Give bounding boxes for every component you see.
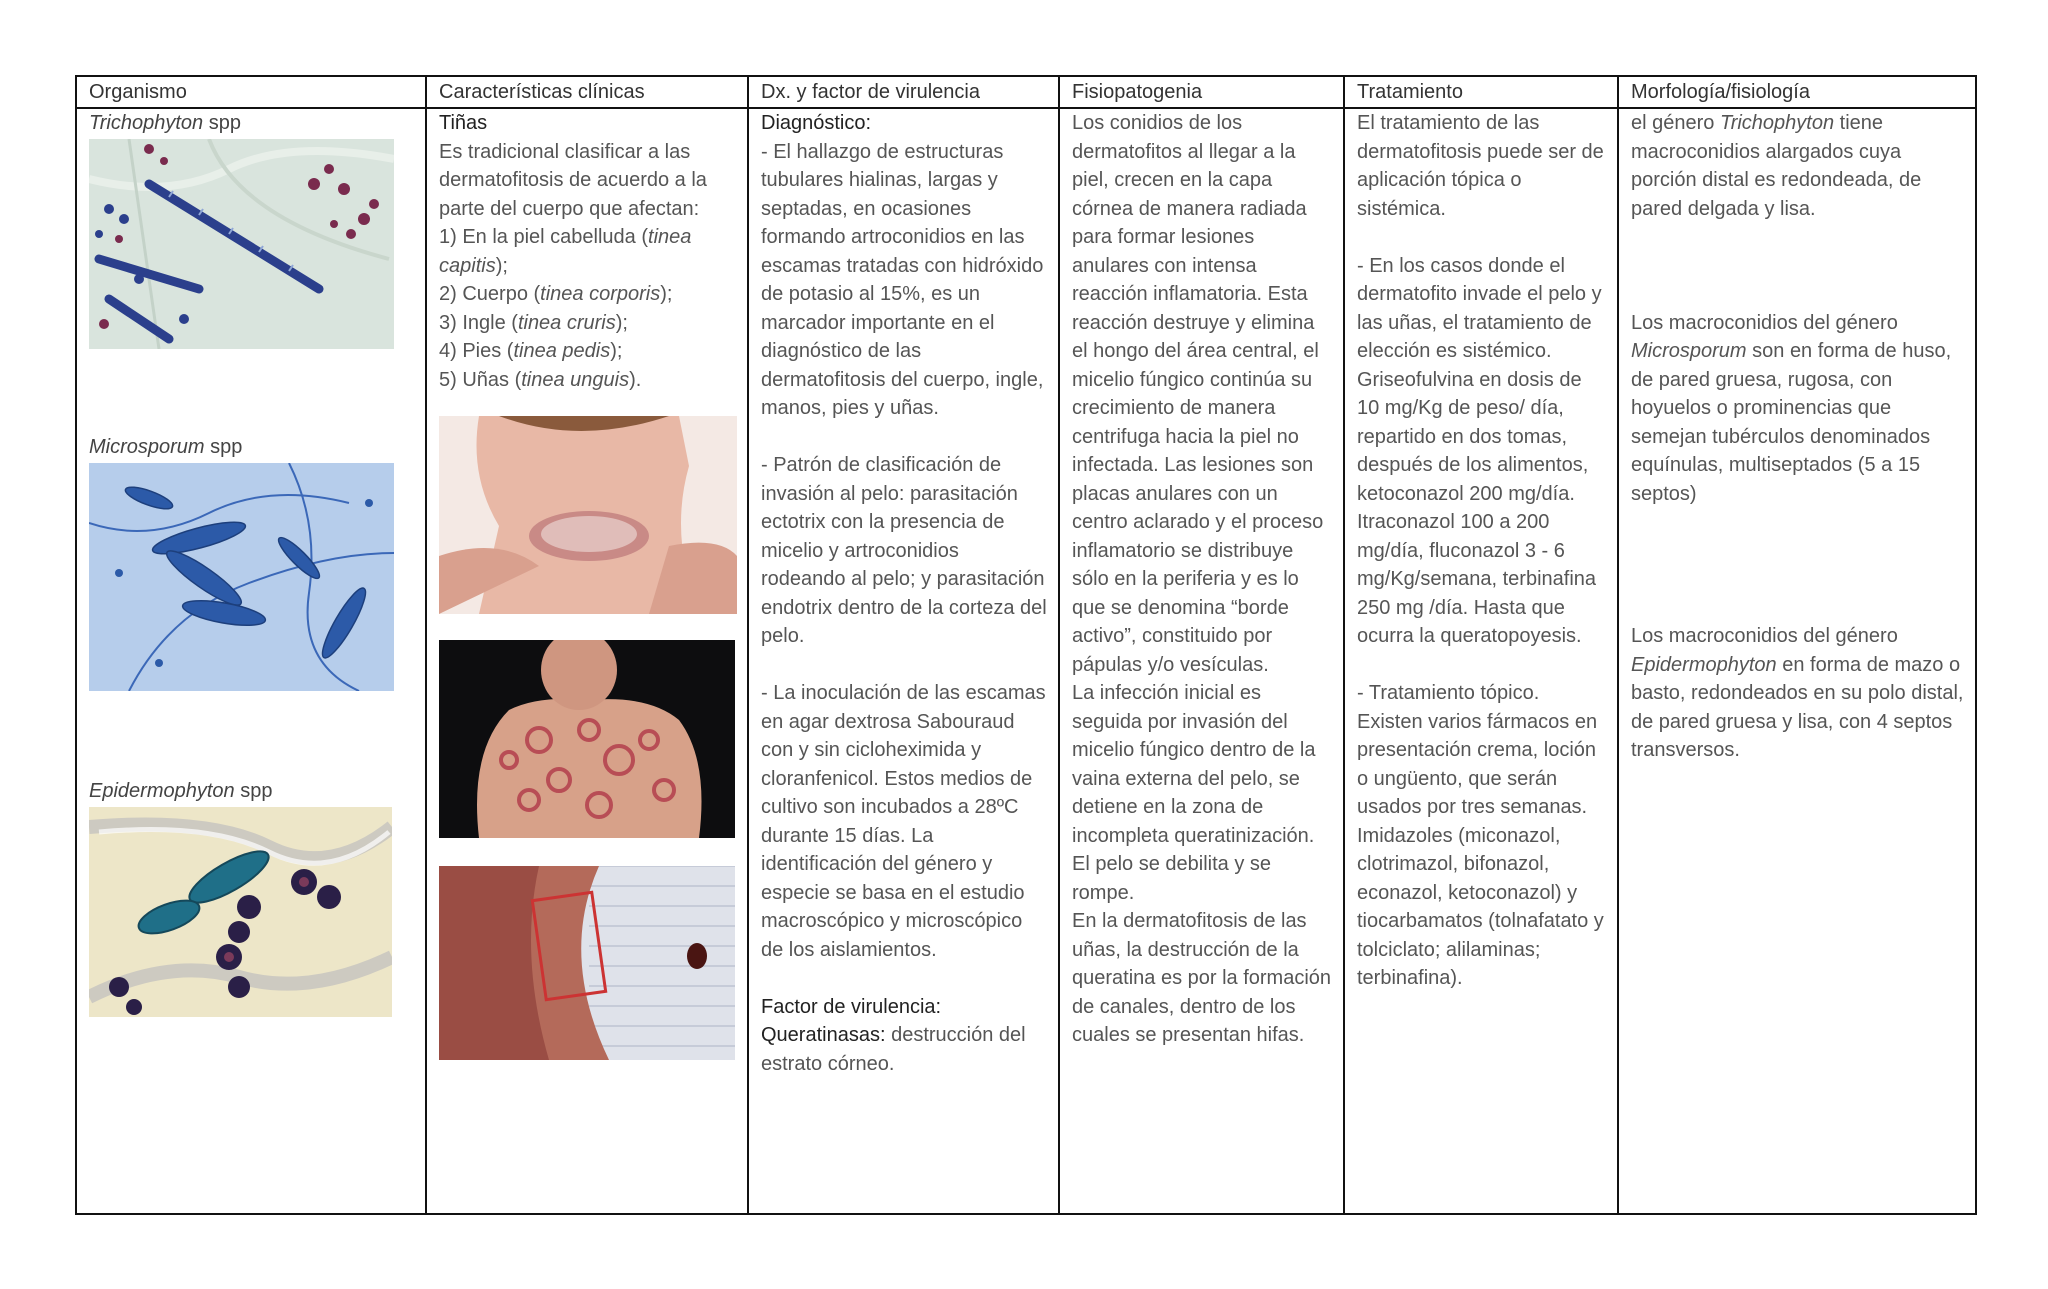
organism-label-trichophyton: Trichophyton spp	[89, 112, 241, 134]
microsporum-micrograph	[89, 463, 394, 691]
dx-paragraph: - El hallazgo de estructuras tubulares hialinas, largas y septadas, en ocasiones formando artroconidios en las escamas tratadas con hidróxido de potasio al 15%, es un marcador importante en el diagnóstico de las dermatofitosis del cuerpo, ingle, manos, pies y uñas.	[761, 140, 1044, 419]
skin-lesion-photo	[439, 866, 735, 1060]
treatment-paragraph: - Tratamiento tópico. Existen varios fármacos en presentación crema, loción o ungüento, que serán usados por tres semanas. Imidazoles (miconazol, clotrimazol, bifonazol, econazol, ketoconazol) y tiocarbamatos (tolnafatato y tolciclato; alilaminas; terbinafina).	[1357, 682, 1604, 989]
epidermophyton-micrograph	[89, 807, 392, 1017]
clinical-item: 4) Pies (tinea pedis);	[439, 340, 623, 362]
dx-paragraph: - La inoculación de las escamas en agar dextrosa Sabouraud con y sin cicloheximida y cloranfenicol. Estos medios de cultivo son incubados a 28ºC durante 15 días. La identificación del género y especie se basa en el estudio macroscópico y microscópico de los aislamientos.	[761, 682, 1046, 961]
header-dx: Dx. y factor de virulencia	[748, 76, 1059, 108]
dermatophytes-table	[75, 75, 1977, 1215]
morphology-microsporum: Los macroconidios del género Microsporum son en forma de huso, de pared gruesa, rugosa, con hoyuelos o prominencias que semejan tubérculos denominados equínulas, multiseptados (5 a 15 septos)	[1631, 311, 1952, 505]
cell-tratamiento	[1344, 108, 1618, 1214]
cell-organismo	[76, 108, 426, 1214]
clinical-item: 2) Cuerpo (tinea corporis);	[439, 283, 673, 305]
virulence-text: Queratinasas: destrucción del estrato córneo.	[761, 1024, 1026, 1075]
cell-dx	[748, 108, 1059, 1214]
clinical-item: 3) Ingle (tinea cruris);	[439, 311, 628, 334]
cell-fisiopatogenia	[1059, 108, 1344, 1214]
dx-title: Diagnóstico:	[761, 112, 872, 134]
treatment-paragraph: - En los casos donde el dermatofito invade el pelo y las uñas, el tratamiento de elección es sistémico. Griseofulvina en dosis de 10 mg/Kg de peso/ día, repartido en dos tomas, después de los alimentos, ketoconazol 200 mg/día. Itraconazol 100 a 200 mg/día, fluconazol 3 - 6 mg/Kg/semana, terbinafina 250 mg /día. Hasta que ocurra la queratopoyesis.	[1357, 254, 1602, 647]
fisio-paragraph: Los conidios de los dermatofitos al llegar a la piel, crecen en la capa córnea de manera radiada para formar lesiones anulares con intensa reacción inflamatoria. Esta reacción destruye y elimina el hongo del área central, el micelio fúngico continúa su crecimiento de manera centrifuga hacia la piel no infectada. Las lesiones son placas anulares con un centro aclarado y el proceso inflamatorio se distribuye sólo en la periferia y es lo que se denomina “borde activo”, constituido por pápulas y/o vesículas.	[1072, 112, 1324, 676]
header-row	[76, 76, 1976, 108]
dx-paragraph: - Patrón de clasificación de invasión al pelo: parasitación ectotrix con la presencia de micelio y artroconidios rodeando al pelo; y parasitación endotrix dentro de la corteza del pelo.	[761, 454, 1047, 647]
morphology-trichophyton: el género Trichophyton tiene macroconidios alargados cuya porción distal es redondeada, de pared delgada y lisa.	[1631, 112, 1922, 220]
clinical-item: 5) Uñas (tinea unguis).	[439, 368, 642, 391]
header-caracteristicas: Características clínicas	[426, 76, 748, 108]
organism-label-epidermophyton: Epidermophyton spp	[89, 780, 273, 802]
fisio-paragraph: La infección inicial es seguida por invasión del micelio fúngico dentro de la vaina externa del pelo, se detiene en la zona de incompleta queratinización. El pelo se debilita y se rompe.	[1072, 682, 1316, 904]
fisio-paragraph: En la dermatofitosis de las uñas, la destrucción de la queratina es por la formación de canales, dentro de los cuales se presentan hifas.	[1072, 910, 1332, 1046]
cell-morfologia	[1618, 108, 1976, 1214]
trichophyton-micrograph	[89, 139, 394, 349]
cell-caracteristicas	[426, 108, 748, 1214]
neck-lesion-photo	[439, 416, 737, 614]
treatment-paragraph: El tratamiento de las dermatofitosis puede ser de aplicación tópica o sistémica.	[1357, 112, 1604, 220]
clinical-title: Tiñas	[439, 112, 488, 134]
content-row	[76, 108, 1976, 1214]
header-organismo: Organismo	[76, 76, 426, 108]
chest-rings-photo	[439, 640, 735, 838]
header-tratamiento: Tratamiento	[1344, 76, 1618, 108]
clinical-item: 1) En la piel cabelluda (tinea capitis);	[439, 226, 692, 277]
organism-label-microsporum: Microsporum spp	[89, 436, 243, 458]
header-morfologia: Morfología/fisiología	[1618, 76, 1976, 108]
virulence-title: Factor de virulencia:	[761, 995, 942, 1018]
header-fisiopatogenia: Fisiopatogenia	[1059, 76, 1344, 108]
morphology-epidermophyton: Los macroconidios del género Epidermophyton en forma de mazo o basto, redondeados en su polo distal, de pared gruesa y lisa, con 4 septos transversos.	[1631, 625, 1964, 761]
clinical-intro: Es tradicional clasificar a las dermatofitosis de acuerdo a la parte del cuerpo que afectan:	[439, 140, 707, 220]
